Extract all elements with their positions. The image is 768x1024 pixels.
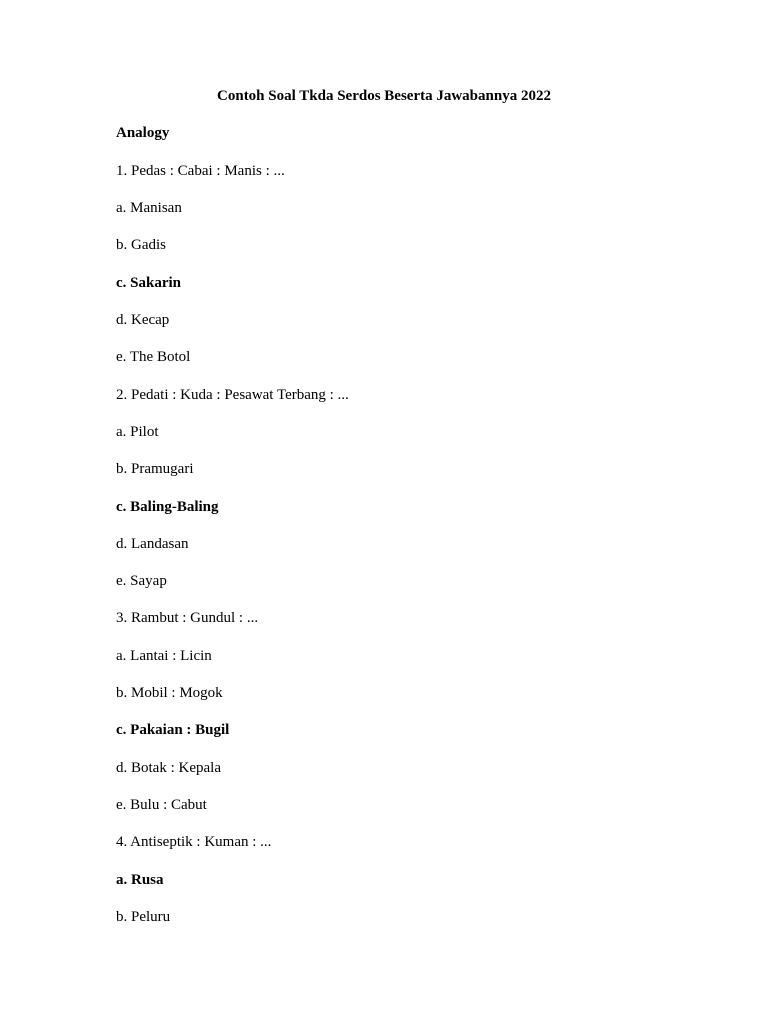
- document-title: Contoh Soal Tkda Serdos Beserta Jawabannya 2022: [217, 88, 551, 104]
- question-4: 4. Antiseptik : Kuman : ...: [116, 834, 272, 850]
- option-1b: b. Gadis: [116, 237, 166, 253]
- option-4b: b. Peluru: [116, 909, 171, 925]
- option-3c-answer: c. Pakaian : Bugil: [116, 722, 230, 738]
- option-2d: d. Landasan: [116, 536, 189, 552]
- option-1d: d. Kecap: [116, 312, 170, 328]
- option-3d: d. Botak : Kepala: [116, 760, 221, 776]
- option-2e: e. Sayap: [116, 573, 167, 589]
- option-2c-answer: c. Baling-Baling: [116, 499, 219, 515]
- option-4a-answer: a. Rusa: [116, 872, 164, 888]
- question-3: 3. Rambut : Gundul : ...: [116, 610, 259, 626]
- option-2b: b. Pramugari: [116, 461, 194, 477]
- question-1: 1. Pedas : Cabai : Manis : ...: [116, 163, 285, 179]
- question-2: 2. Pedati : Kuda : Pesawat Terbang : ...: [116, 387, 349, 403]
- option-2a: a. Pilot: [116, 424, 159, 440]
- option-1a: a. Manisan: [116, 200, 182, 216]
- option-3e: e. Bulu : Cabut: [116, 797, 207, 813]
- option-3b: b. Mobil : Mogok: [116, 685, 223, 701]
- option-1e: e. The Botol: [116, 349, 191, 365]
- option-1c-answer: c. Sakarin: [116, 275, 182, 291]
- section-heading: Analogy: [116, 125, 170, 141]
- option-3a: a. Lantai : Licin: [116, 648, 212, 664]
